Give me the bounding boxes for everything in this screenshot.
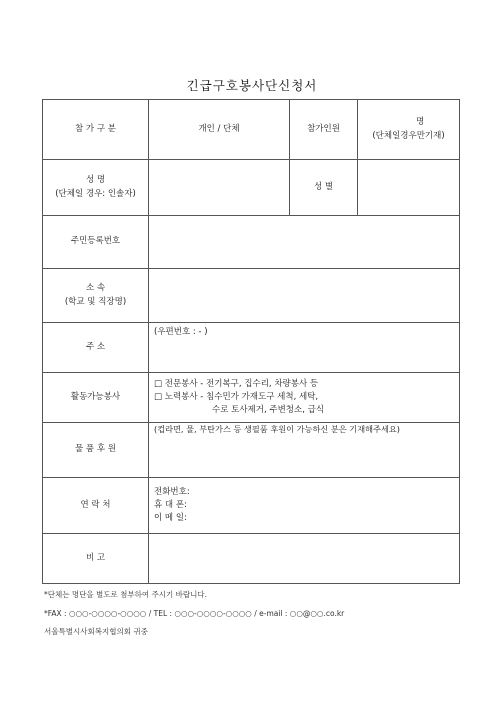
name-label [43, 160, 149, 216]
address-field[interactable] [149, 323, 460, 373]
donation-row [43, 423, 460, 478]
note-attach-list: *단체는 명단을 별도로 첨부하여 주시기 바랍니다. [44, 590, 207, 599]
count-note: (단체일경우만기재) [372, 130, 445, 141]
activity-row [43, 373, 460, 423]
resident-id-row [43, 216, 460, 269]
address-row [43, 323, 460, 373]
address-label: 주 소 [43, 323, 149, 373]
email-field[interactable]: 이 메 일: [154, 513, 187, 524]
form-title: 긴급구호봉사단신청서 [186, 78, 318, 93]
footer-notes [44, 586, 344, 642]
mobile-field[interactable]: 휴 대 폰: [154, 499, 187, 510]
gender-label: 성 별 [290, 160, 358, 216]
activity-option-labor[interactable]: □ 노력봉사 - 침수민가 가재도구 세척, 세탁, [154, 391, 319, 402]
affiliation-field[interactable] [149, 269, 460, 323]
name-label-note: (단체일 경우: 인솔자) [55, 188, 136, 199]
count-unit: 명 [416, 117, 425, 128]
donation-note: (컵라면, 물, 부탄가스 등 생필품 후원이 가능하신 분은 기재해주세요) [154, 424, 400, 434]
remarks-row [43, 534, 460, 584]
contact-label: 연 락 처 [43, 478, 149, 534]
remarks-field[interactable] [149, 534, 460, 584]
phone-field[interactable]: 전화번호: [154, 486, 190, 497]
participation-row [43, 100, 460, 160]
affiliation-label [43, 269, 149, 323]
postal-code-text: (우편번호 : - ) [154, 327, 208, 337]
name-row [43, 160, 460, 216]
activity-option-labor-cont: 수로 토사제거, 주변청소, 급식 [212, 405, 325, 416]
application-form-table [42, 99, 460, 584]
contact-fields [149, 478, 460, 534]
activity-label: 활동가능봉사 [43, 373, 149, 423]
note-contact-info: *FAX : ○○○-○○○○-○○○○ / TEL : ○○○-○○○○-○○○○ / e-mail : ○○@○○.co.kr [44, 608, 345, 618]
gender-field[interactable] [358, 160, 460, 216]
participant-count-label: 참가인원 [290, 100, 358, 160]
name-label-main: 성 명 [85, 175, 106, 186]
resident-id-label: 주민등록번호 [43, 216, 149, 269]
participant-count-field[interactable] [358, 100, 460, 160]
contact-row [43, 478, 460, 534]
note-recipient: 서울특별시사회복지협의회 귀중 [44, 627, 148, 636]
resident-id-field[interactable] [149, 216, 460, 269]
activity-option-professional[interactable]: □ 전문봉사 - 전기복구, 집수리, 차량봉사 등 [154, 378, 319, 389]
activity-options [149, 373, 460, 423]
affiliation-label-note: (학교 및 직장명) [64, 296, 127, 307]
participation-type-field[interactable]: 개인 / 단체 [149, 100, 290, 160]
affiliation-row [43, 269, 460, 323]
name-field[interactable] [149, 160, 290, 216]
remarks-label: 비 고 [43, 534, 149, 584]
affiliation-label-main: 소 속 [85, 283, 106, 294]
donation-label: 물 품 후 원 [43, 423, 149, 478]
participation-label: 참 가 구 분 [43, 100, 149, 160]
donation-field[interactable] [149, 423, 460, 478]
